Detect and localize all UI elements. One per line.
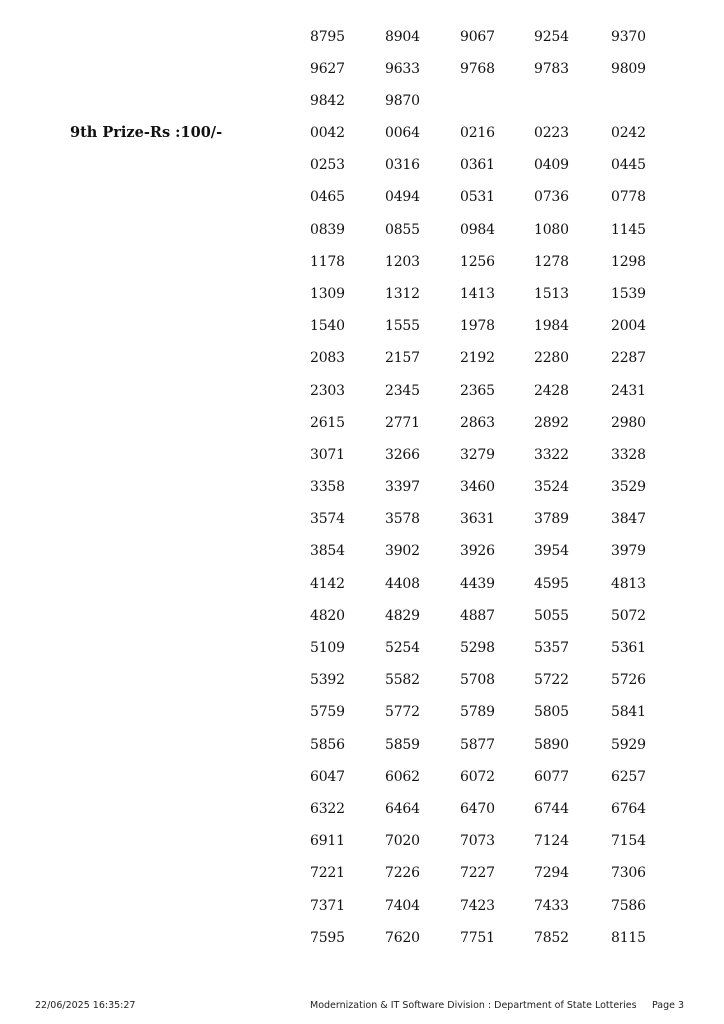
lottery-number: 6072 <box>460 768 495 785</box>
lottery-number: 6470 <box>460 800 495 817</box>
lottery-number: 5708 <box>460 672 495 689</box>
lottery-number: 5055 <box>534 607 569 624</box>
lottery-number: 3397 <box>385 479 420 496</box>
lottery-number: 7306 <box>611 865 646 882</box>
lottery-number: 7073 <box>460 833 495 850</box>
lottery-number: 4813 <box>611 575 646 592</box>
lottery-number: 3529 <box>611 479 646 496</box>
lottery-number: 3902 <box>385 543 420 560</box>
lottery-number: 0316 <box>385 157 420 174</box>
lottery-number: 0409 <box>534 157 569 174</box>
lottery-number: 5890 <box>534 736 569 753</box>
lottery-number: 1539 <box>611 285 646 302</box>
lottery-number: 7294 <box>534 865 569 882</box>
lottery-number: 4820 <box>310 607 345 624</box>
lottery-number: 4439 <box>460 575 495 592</box>
lottery-number: 6062 <box>385 768 420 785</box>
lottery-number: 5856 <box>310 736 345 753</box>
lottery-number: 3954 <box>534 543 569 560</box>
lottery-number: 7020 <box>385 833 420 850</box>
lottery-number: 5929 <box>611 736 646 753</box>
ninth-prize-number-grid <box>310 124 671 961</box>
lottery-number: 0855 <box>385 221 420 238</box>
lottery-number: 0531 <box>460 189 495 206</box>
lottery-number: 3631 <box>460 511 495 528</box>
lottery-number: 7852 <box>534 929 569 946</box>
lottery-number: 7586 <box>611 897 646 914</box>
lottery-number: 2980 <box>611 414 646 431</box>
lottery-number: 1984 <box>534 318 569 335</box>
lottery-number: 7221 <box>310 865 345 882</box>
lottery-number: 1256 <box>460 253 495 270</box>
lottery-number: 6077 <box>534 768 569 785</box>
lottery-number: 1540 <box>310 318 345 335</box>
lottery-number: 2280 <box>534 350 569 367</box>
lottery-number: 7404 <box>385 897 420 914</box>
lottery-number: 3328 <box>611 446 646 463</box>
lottery-number: 6464 <box>385 800 420 817</box>
lottery-number: 5298 <box>460 640 495 656</box>
footer-department: Modernization & IT Software Division : Department of State Lotteries <box>310 1000 637 1011</box>
lottery-number: 9783 <box>534 61 569 78</box>
lottery-number: 1298 <box>611 253 646 270</box>
lottery-number: 3266 <box>385 446 420 463</box>
lottery-number: 5072 <box>611 607 646 624</box>
lottery-number: 2303 <box>310 382 345 399</box>
lottery-number: 3578 <box>385 511 420 528</box>
previous-prize-continuation <box>310 28 671 125</box>
lottery-number: 2157 <box>385 350 420 367</box>
lottery-number: 6764 <box>611 800 646 817</box>
lottery-number: 3926 <box>460 543 495 560</box>
lottery-number: 4142 <box>310 575 345 592</box>
lottery-number: 1145 <box>611 221 646 238</box>
lottery-number: 8115 <box>611 929 646 946</box>
lottery-number: 9254 <box>534 29 569 45</box>
lottery-number: 0736 <box>534 189 569 206</box>
lottery-number: 9809 <box>611 61 646 78</box>
lottery-number: 6322 <box>310 800 345 817</box>
footer-timestamp: 22/06/2025 16:35:27 <box>35 1000 136 1011</box>
lottery-number: 5357 <box>534 640 569 656</box>
lottery-number: 1413 <box>460 285 495 302</box>
footer-page-number: Page 3 <box>652 1000 685 1011</box>
lottery-number: 7227 <box>460 865 495 882</box>
lottery-number: 9067 <box>460 29 495 45</box>
lottery-number: 9842 <box>310 93 345 110</box>
lottery-number: 3279 <box>460 446 495 463</box>
lottery-number: 0253 <box>310 157 345 174</box>
lottery-number: 7124 <box>534 833 569 850</box>
lottery-number: 2287 <box>611 350 646 367</box>
lottery-number: 9768 <box>460 61 495 78</box>
ninth-prize-label: 9th Prize-Rs :100/- <box>70 124 223 141</box>
lottery-number: 6047 <box>310 768 345 785</box>
lottery-number: 2428 <box>534 382 569 399</box>
lottery-number: 3854 <box>310 543 345 560</box>
lottery-number: 7620 <box>385 929 420 946</box>
lottery-number: 7751 <box>460 929 495 946</box>
lottery-number: 1080 <box>534 221 569 238</box>
lottery-number: 3574 <box>310 511 345 528</box>
lottery-number: 5841 <box>611 704 646 721</box>
lottery-number: 7371 <box>310 897 345 914</box>
lottery-number: 1178 <box>310 253 345 270</box>
lottery-number: 9870 <box>385 93 420 110</box>
lottery-number: 1513 <box>534 285 569 302</box>
lottery-number: 4887 <box>460 607 495 624</box>
lottery-number: 5789 <box>460 704 495 721</box>
lottery-number: 2004 <box>611 318 646 335</box>
lottery-number: 6257 <box>611 768 646 785</box>
lottery-number: 3847 <box>611 511 646 528</box>
lottery-number: 1978 <box>460 318 495 335</box>
lottery-number: 2192 <box>460 350 495 367</box>
lottery-number: 3322 <box>534 446 569 463</box>
lottery-number: 1555 <box>385 318 420 335</box>
lottery-number: 2863 <box>460 414 495 431</box>
lottery-number: 0064 <box>385 125 420 141</box>
lottery-number: 0223 <box>534 125 569 141</box>
lottery-number: 0445 <box>611 157 646 174</box>
lottery-number: 2083 <box>310 350 345 367</box>
lottery-number: 0465 <box>310 189 345 206</box>
lottery-number: 7154 <box>611 833 646 850</box>
lottery-number: 5859 <box>385 736 420 753</box>
lottery-number: 9633 <box>385 61 420 78</box>
lottery-number: 2892 <box>534 414 569 431</box>
lottery-number: 6744 <box>534 800 569 817</box>
lottery-number: 8795 <box>310 29 345 45</box>
lottery-number: 5109 <box>310 640 345 656</box>
lottery-number: 3358 <box>310 479 345 496</box>
lottery-number: 5805 <box>534 704 569 721</box>
lottery-number: 7226 <box>385 865 420 882</box>
lottery-number: 4595 <box>534 575 569 592</box>
lottery-number: 0839 <box>310 221 345 238</box>
lottery-number: 5722 <box>534 672 569 689</box>
lottery-number: 1312 <box>385 285 420 302</box>
lottery-number: 3524 <box>534 479 569 496</box>
lottery-number: 5772 <box>385 704 420 721</box>
lottery-number: 0042 <box>310 125 345 141</box>
lottery-number: 0216 <box>460 125 495 141</box>
lottery-number: 5254 <box>385 640 420 656</box>
lottery-number: 4408 <box>385 575 420 592</box>
lottery-number: 2365 <box>460 382 495 399</box>
page-footer <box>0 1000 724 1014</box>
lottery-number: 0984 <box>460 221 495 238</box>
lottery-number: 0494 <box>385 189 420 206</box>
lottery-number: 9370 <box>611 29 646 45</box>
lottery-number: 2771 <box>385 414 420 431</box>
lottery-number: 2345 <box>385 382 420 399</box>
lottery-number: 9627 <box>310 61 345 78</box>
lottery-number: 0778 <box>611 189 646 206</box>
lottery-number: 2615 <box>310 414 345 431</box>
lottery-number: 5392 <box>310 672 345 689</box>
lottery-number: 1203 <box>385 253 420 270</box>
lottery-number: 4829 <box>385 607 420 624</box>
lottery-number: 0242 <box>611 125 646 141</box>
lottery-number: 5877 <box>460 736 495 753</box>
lottery-number: 7433 <box>534 897 569 914</box>
lottery-number: 1278 <box>534 253 569 270</box>
lottery-number: 7595 <box>310 929 345 946</box>
lottery-number: 3071 <box>310 446 345 463</box>
lottery-number: 5361 <box>611 640 646 656</box>
lottery-number: 6911 <box>310 833 345 850</box>
lottery-number: 2431 <box>611 382 646 399</box>
lottery-number: 3789 <box>534 511 569 528</box>
lottery-number: 5726 <box>611 672 646 689</box>
previous-prize-number-grid <box>310 28 671 125</box>
lottery-number: 8904 <box>385 29 420 45</box>
lottery-number: 7423 <box>460 897 495 914</box>
lottery-number: 3460 <box>460 479 495 496</box>
lottery-number: 5759 <box>310 704 345 721</box>
lottery-number: 0361 <box>460 157 495 174</box>
lottery-number: 3979 <box>611 543 646 560</box>
lottery-number: 1309 <box>310 285 345 302</box>
lottery-number: 5582 <box>385 672 420 689</box>
